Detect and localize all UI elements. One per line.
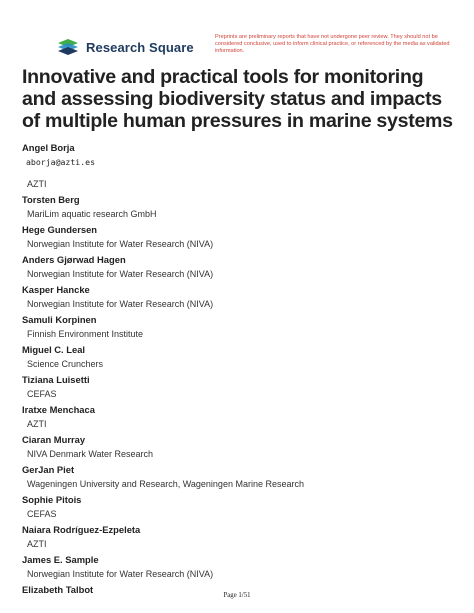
author-name: Ciaran Murray: [22, 434, 86, 445]
author-name: Tiziana Luisetti: [22, 374, 90, 385]
author-name: Iratxe Menchaca: [22, 404, 95, 415]
page-number: Page 1/51: [223, 592, 251, 599]
author-name: Hege Gundersen: [22, 224, 98, 235]
author-entry: [22, 434, 462, 460]
author-affiliation: AZTI: [27, 179, 47, 189]
author-name: Sophie Pitois: [22, 494, 82, 505]
author-name: Torsten Berg: [22, 194, 80, 205]
author-affiliation: CEFAS: [27, 509, 57, 519]
author-entry: [22, 404, 462, 430]
page-header: [0, 0, 474, 60]
author-affiliation: AZTI: [27, 419, 47, 429]
author-affiliation: Wageningen University and Research, Wageningen Marine Research: [27, 479, 304, 489]
preprint-notice: Preprints are preliminary reports that have not undergone peer review. They should not be considered conclusive, used to inform clinical practice, or referenced by the media as validated information.: [215, 34, 450, 55]
author-name: James E. Sample: [22, 554, 99, 565]
author-name: Kasper Hancke: [22, 284, 90, 295]
author-affiliation: CEFAS: [27, 389, 57, 399]
author-email[interactable]: aborja@azti.es: [26, 157, 96, 167]
author-affiliation: Science Crunchers: [27, 359, 104, 369]
author-name: Anders Gjørwad Hagen: [22, 254, 126, 265]
author-name: Miguel C. Leal: [22, 344, 86, 355]
author-entry: [22, 524, 462, 550]
author-affiliation: NIVA Denmark Water Research: [27, 449, 154, 459]
author-affiliation: Norwegian Institute for Water Research (NIVA): [27, 239, 214, 249]
author-entry: [22, 284, 462, 310]
author-entry: [22, 194, 462, 220]
author-affiliation: MariLim aquatic research GmbH: [27, 209, 157, 219]
logo-text: Research Square: [86, 39, 194, 55]
author-entry: [22, 254, 462, 280]
author-affiliation: AZTI: [27, 539, 47, 549]
author-entry: [22, 314, 462, 340]
author-affiliation: Finnish Environment Institute: [27, 329, 144, 339]
research-square-logo-icon: [56, 38, 80, 56]
author-name: Elizabeth Talbot: [22, 584, 94, 595]
author-entry: [22, 374, 462, 400]
research-square-logo[interactable]: [56, 38, 194, 56]
author-name: GerJan Piet: [22, 464, 75, 475]
author-list: [22, 142, 462, 596]
paper-title: Innovative and practical tools for monitoring and assessing biodiversity status and impacts of multiple human pressures in marine systems: [22, 66, 453, 132]
author-entry: [22, 224, 462, 250]
author-affiliation: Norwegian Institute for Water Research (NIVA): [27, 269, 214, 279]
author-affiliation: Norwegian Institute for Water Research (NIVA): [27, 569, 214, 579]
author-entry: [22, 344, 462, 370]
author-affiliation: Norwegian Institute for Water Research (NIVA): [27, 299, 214, 309]
author-name: Angel Borja: [22, 142, 75, 153]
author-name: Samuli Korpinen: [22, 314, 97, 325]
author-entry: [22, 554, 462, 580]
author-entry: [22, 142, 462, 190]
author-name: Naiara Rodríguez-Ezpeleta: [22, 524, 141, 535]
author-entry: [22, 464, 462, 490]
author-entry: [22, 494, 462, 520]
